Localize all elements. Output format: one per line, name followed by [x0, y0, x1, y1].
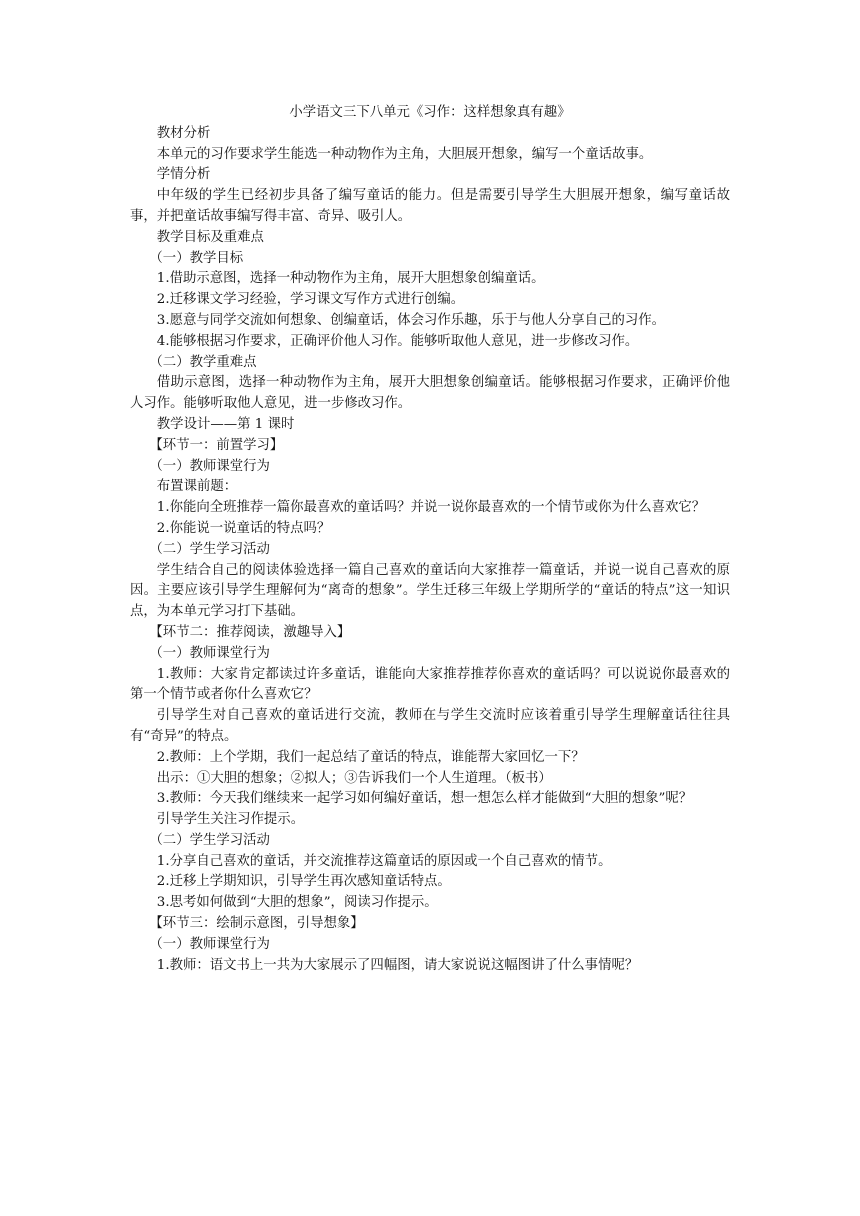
paragraph: 2.迁移课文学习经验，学习课文写作方式进行创编。	[156, 292, 465, 308]
paragraph: 1.你能向全班推荐一篇你最喜欢的童话吗？并说一说你最喜欢的一个情节或你为什么喜欢它？	[156, 500, 706, 516]
paragraph: （二）学生学习活动	[149, 541, 270, 557]
paragraph: 中年级的学生已经初步具备了编写童话的能力。但是需要引导学生大胆展开想象，编写童话故事，并把童话故事编写得丰富、奇异、吸引人。	[130, 188, 730, 224]
paragraph: 1.教师：语文书上一共为大家展示了四幅图，请大家说说这幅图讲了什么事情呢？	[156, 957, 639, 973]
paragraph: 【环节一：前置学习】	[149, 437, 284, 453]
paragraph: 出示：①大胆的想象；②拟人；③告诉我们一个人生道理。（板书）	[156, 770, 552, 786]
document-title: 小学语文三下八单元《习作：这样想象真有趣》	[289, 105, 571, 120]
paragraph: 引导学生对自己喜欢的童话进行交流，教师在与学生交流时应该着重引导学生理解童话往往具有“奇异”的特点。	[130, 708, 730, 744]
paragraph: （一）教师课堂行为	[149, 936, 270, 952]
paragraph: （一）教学目标	[149, 250, 244, 266]
paragraph: 1.教师：大家肯定都读过许多童话，谁能向大家推荐推荐你喜欢的童话吗？可以说说你最喜欢的第一个情节或者你什么喜欢它？	[130, 666, 730, 703]
paragraph: 学生结合自己的阅读体验选择一篇自己喜欢的童话向大家推荐一篇童话，并说一说自己喜欢的原因。主要应该引导学生理解何为“离奇的想象”。学生迁移三年级上学期所学的“童话的特点”这一知识点，为本单元学习打下基础。	[130, 562, 730, 620]
paragraph: 本单元的习作要求学生能选一种动物作为主角，大胆展开想象，编写一个童话故事。	[156, 146, 653, 162]
paragraph: 1.分享自己喜欢的童话，并交流推荐这篇童话的原因或一个自己喜欢的情节。	[156, 853, 612, 869]
paragraph: 布置课前题：	[156, 479, 238, 495]
paragraph: 2.迁移上学期知识，引导学生再次感知童话特点。	[156, 874, 451, 890]
paragraph: 教学设计——第 1 课时	[156, 416, 295, 432]
paragraph: 2.教师：上个学期，我们一起总结了童话的特点，谁能帮大家回忆一下？	[156, 749, 585, 765]
paragraph: （二）教学重难点	[149, 354, 257, 370]
paragraph: 教学目标及重难点	[156, 229, 264, 245]
paragraph: 【环节二：推荐阅读，激趣导入】	[149, 624, 351, 640]
document-body	[130, 124, 730, 977]
paragraph: （一）教师课堂行为	[149, 645, 270, 661]
paragraph: 4.能够根据习作要求，正确评价他人习作。能够听取他人意见，进一步修改习作。	[156, 333, 639, 349]
paragraph: 引导学生关注习作提示。	[156, 812, 305, 828]
paragraph: 学情分析	[156, 167, 211, 183]
paragraph: 1.借助示意图，选择一种动物作为主角，展开大胆想象创编童话。	[156, 271, 545, 287]
paragraph: 3.思考如何做到“大胆的想象”，阅读习作提示。	[156, 895, 438, 911]
paragraph: 教材分析	[156, 125, 211, 141]
paragraph: （二）学生学习活动	[149, 832, 270, 848]
paragraph: 3.愿意与同学交流如何想象、创编童话，体会习作乐趣，乐于与他人分享自己的习作。	[156, 312, 666, 328]
document-page	[130, 103, 730, 976]
paragraph: 借助示意图，选择一种动物作为主角，展开大胆想象创编童话。能够根据习作要求，正确评价他人习作。能够听取他人意见，进一步修改习作。	[130, 375, 730, 412]
paragraph: 3.教师：今天我们继续来一起学习如何编好童话，想一想怎么样才能做到“大胆的想象”呢？	[156, 791, 693, 807]
paragraph: （一）教师课堂行为	[149, 458, 270, 474]
paragraph: 【环节三：绘制示意图，引导想象】	[149, 916, 364, 932]
paragraph: 2.你能说一说童话的特点吗？	[156, 520, 331, 536]
